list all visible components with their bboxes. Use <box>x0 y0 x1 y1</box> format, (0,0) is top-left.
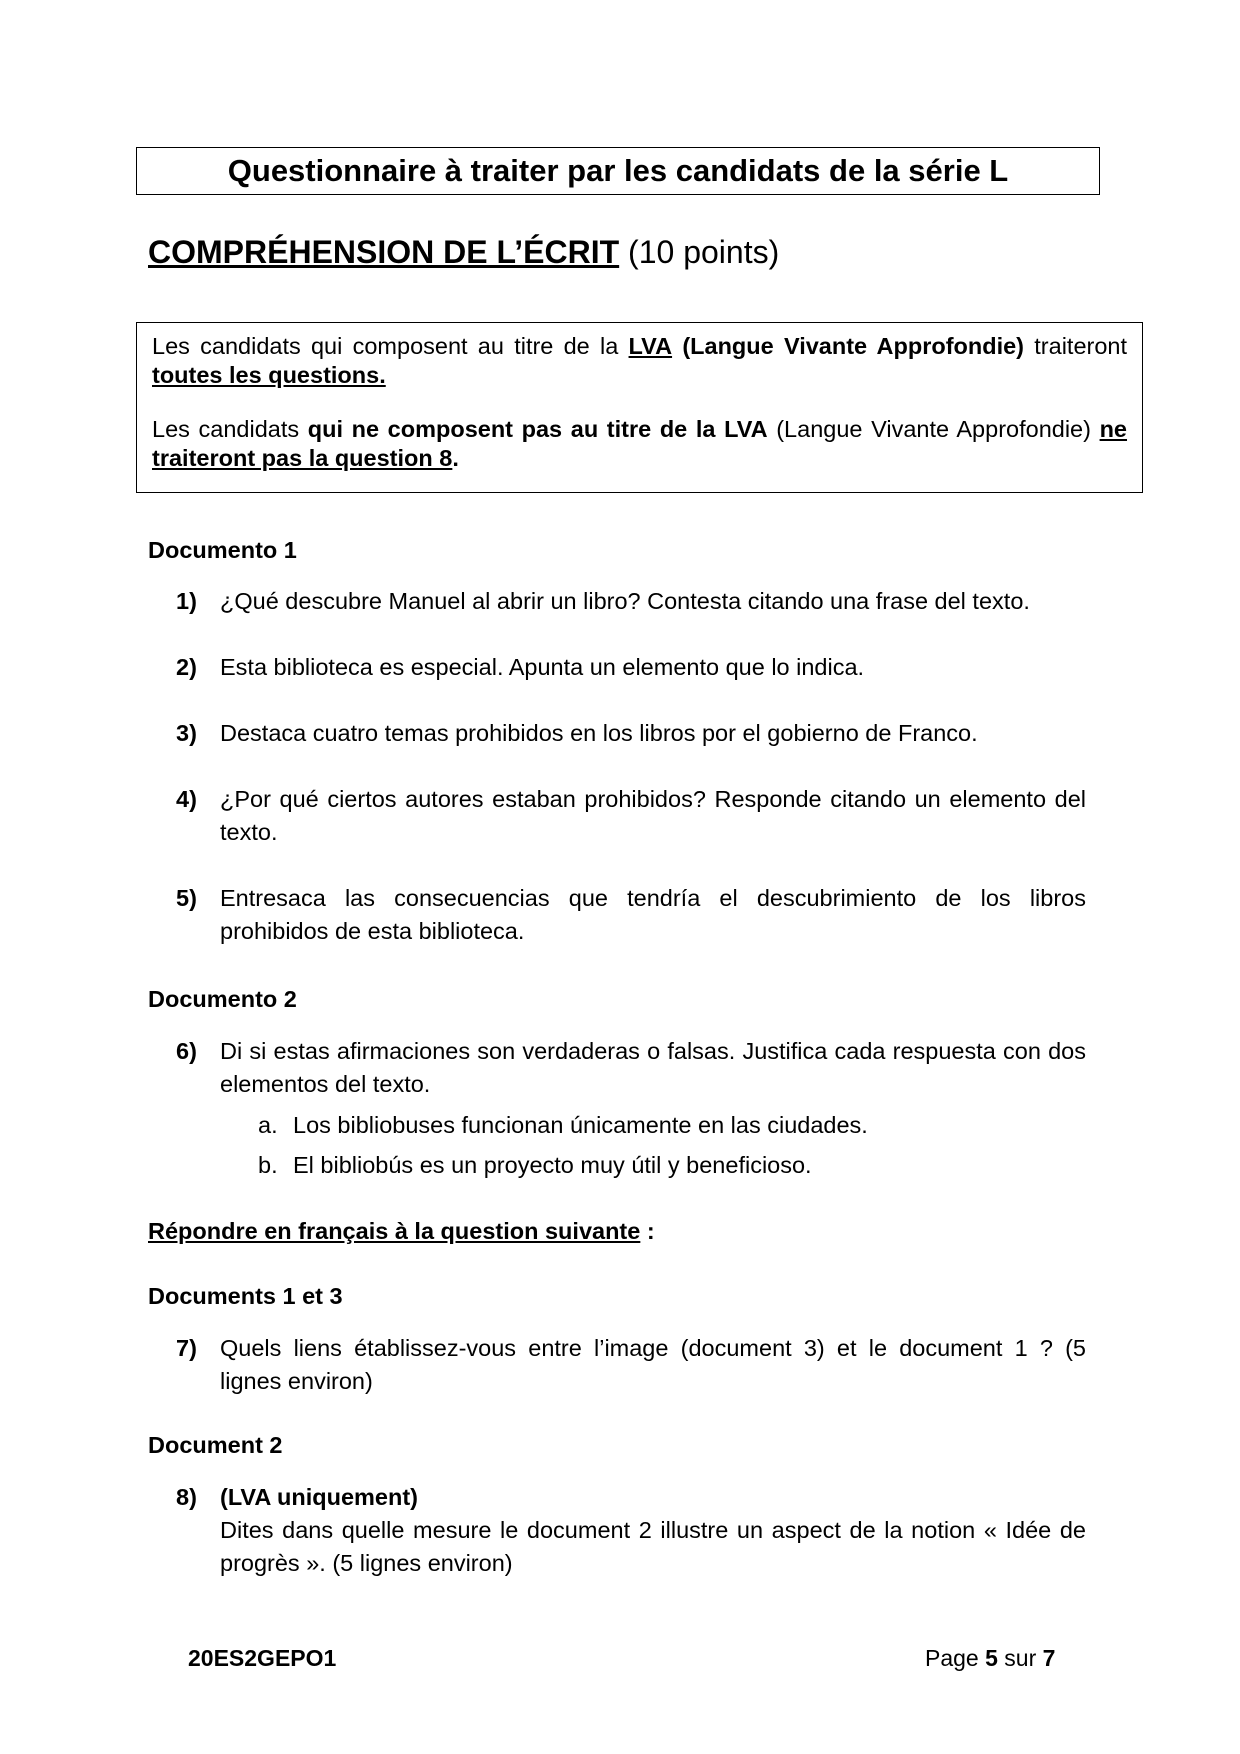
french-instruction-colon: : <box>640 1218 655 1244</box>
questionnaire-title-box <box>136 147 1100 195</box>
question-number: 5) <box>176 885 197 911</box>
section-heading-points: (10 points) <box>628 234 780 270</box>
subitem-text: Los bibliobuses funcionan únicamente en las ciudades. <box>293 1112 868 1138</box>
question-8 <box>176 1481 1086 1580</box>
question-number: 6) <box>176 1038 197 1064</box>
question-text: Entresaca las consecuencias que tendría el descubrimiento de los libros prohibidos de esta biblioteca. <box>220 885 1086 944</box>
footer-exam-code: 20ES2GEPO1 <box>188 1645 337 1671</box>
question-number: 2) <box>176 654 197 680</box>
question-text: Dites dans quelle mesure le document 2 illustre un aspect de la notion « Idée de progrès ». (5 lignes environ) <box>220 1517 1086 1576</box>
question-number: 8) <box>176 1484 197 1510</box>
instructions-paragraph-1 <box>152 332 1127 390</box>
question-text: Destaca cuatro temas prohibidos en los libros por el gobierno de Franco. <box>220 720 978 746</box>
section-heading <box>148 234 779 271</box>
instr2-text-a: Les candidats <box>152 416 308 442</box>
subitem-letter: b. <box>258 1152 278 1178</box>
footer-current-page: 5 <box>985 1645 998 1671</box>
question-number: 1) <box>176 588 197 614</box>
question-5 <box>176 882 1086 948</box>
question-text: ¿Por qué ciertos autores estaban prohibidos? Responde citando un elemento del texto. <box>220 786 1086 845</box>
documents-1-et-3-heading: Documents 1 et 3 <box>148 1283 343 1309</box>
footer-total-pages: 7 <box>1042 1645 1056 1671</box>
instr1-lva-full: (Langue Vivante Approfondie) <box>682 333 1025 359</box>
instr2-bold: qui ne composent pas au titre de la LVA <box>307 416 768 442</box>
subitem-text: El bibliobús es un proyecto muy útil y beneficioso. <box>293 1152 812 1178</box>
instr2-not-q8: ne traiteront pas la question 8 <box>152 416 1128 471</box>
question-text: ¿Qué descubre Manuel al abrir un libro? Contesta citando una frase del texto. <box>220 588 1030 614</box>
document-2-heading: Document 2 <box>148 1432 283 1458</box>
question-text: Esta biblioteca es especial. Apunta un elemento que lo indica. <box>220 654 865 680</box>
instr2-end: . <box>452 445 459 471</box>
instr1-lva: LVA <box>628 333 673 359</box>
instr2-text-b: (Langue Vivante Approfondie) <box>767 416 1100 442</box>
question-6-item-a <box>258 1112 868 1139</box>
question-6 <box>176 1035 1086 1101</box>
question-2 <box>176 651 1086 684</box>
instr1-text-a: Les candidats qui composent au titre de la <box>152 333 629 359</box>
footer-page-word: Page <box>925 1645 986 1671</box>
instructions-box <box>136 322 1143 493</box>
question-text: Di si estas afirmaciones son verdaderas o falsas. Justifica cada respuesta con dos elementos del texto. <box>220 1038 1086 1097</box>
question-text: Quels liens établissez-vous entre l’image (document 3) et le document 1 ? (5 lignes environ) <box>220 1335 1086 1394</box>
instr1-text-b <box>672 333 682 359</box>
question-number: 3) <box>176 720 197 746</box>
french-instruction-text: Répondre en français à la question suivante <box>148 1218 641 1244</box>
documento-2-heading: Documento 2 <box>148 986 297 1012</box>
question-7 <box>176 1332 1086 1398</box>
instructions-paragraph-2 <box>152 415 1127 473</box>
question-8-body <box>220 1481 1086 1580</box>
question-3 <box>176 717 1086 750</box>
instr1-all-questions: toutes les questions. <box>152 362 386 388</box>
section-heading-title: COMPRÉHENSION DE L’ÉCRIT <box>148 234 620 270</box>
footer-page-number <box>925 1645 1055 1672</box>
question-number: 4) <box>176 786 197 812</box>
subitem-letter: a. <box>258 1112 278 1138</box>
french-answer-instruction <box>148 1218 655 1245</box>
instr1-text-c: traiteront <box>1024 333 1128 359</box>
questionnaire-title: Questionnaire à traiter par les candidats de la série L <box>227 153 1009 188</box>
question-6-item-b <box>258 1152 812 1179</box>
question-1 <box>176 585 1086 618</box>
documento-1-heading: Documento 1 <box>148 537 297 563</box>
question-number: 7) <box>176 1335 197 1361</box>
question-8-label: (LVA uniquement) <box>220 1484 418 1510</box>
footer-of-word: sur <box>997 1645 1043 1671</box>
question-4 <box>176 783 1086 849</box>
